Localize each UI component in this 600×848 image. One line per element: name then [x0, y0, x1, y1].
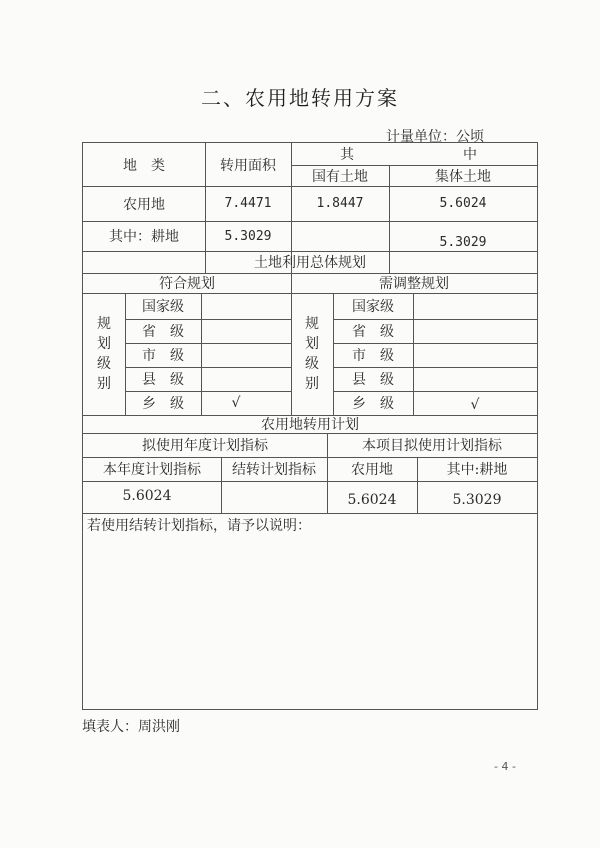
header-collective-land: 集体土地: [435, 168, 491, 185]
row-arable-collective: 5.3029: [439, 234, 487, 250]
carryover-explanation-label: 若使用结转计划指标，请予以说明：: [87, 518, 311, 534]
adjust-level-label: [291, 293, 333, 415]
conform-level-county: 县 级: [142, 372, 184, 388]
adjust-check: [413, 343, 537, 367]
row-farm-area: 7.4471: [224, 196, 272, 211]
conversion-plan-title: 农用地转用计划: [261, 417, 359, 433]
adjust-level-national: 国家级: [352, 299, 394, 315]
row-farm-state: 1.8447: [316, 196, 364, 211]
row-arable-state: [291, 221, 389, 251]
level-label-char: 划: [305, 336, 319, 352]
conform-level-national: 国家级: [142, 299, 184, 315]
row-farm-label: 农用地: [123, 196, 165, 213]
row-arable-area: 5.3029: [224, 228, 272, 244]
conform-level-city: 市 级: [142, 348, 184, 364]
page-number: - 4 -: [494, 760, 516, 773]
measurement-unit: 计量单位：公顷: [386, 129, 484, 145]
header-state-land: 国有土地: [312, 168, 368, 185]
header-area: 转用面积: [220, 157, 276, 174]
carryover-indicator-header: 结转计划指标: [232, 462, 316, 478]
conform-check-mark: √: [231, 395, 241, 411]
adjust-check-mark: √: [470, 397, 480, 413]
header-of-which-b: 中: [463, 147, 477, 163]
page-title: 二、农用地转用方案: [201, 86, 399, 110]
project-farm-value: 5.6024: [347, 492, 397, 508]
conform-check: [201, 293, 291, 319]
adjust-check: [413, 367, 537, 391]
row-arable-label: 其中：耕地: [109, 229, 179, 245]
adjust-level-province: 省 级: [352, 324, 394, 340]
adjust-planning-header: 需调整规划: [379, 276, 449, 292]
conform-level-label: [83, 293, 125, 415]
level-label-char: 别: [97, 376, 111, 392]
conform-check: [201, 343, 291, 367]
level-label-char: 级: [97, 356, 111, 372]
conform-level-province: 省 级: [142, 324, 184, 340]
level-label-char: 级: [305, 356, 319, 372]
level-label-char: 规: [305, 316, 319, 332]
annual-indicator-header: 拟使用年度计划指标: [142, 438, 268, 454]
row-farm-collective: 5.6024: [439, 196, 487, 211]
planning-section-title: 土地利用总体规划: [254, 255, 366, 271]
header-land-type: 地 类: [123, 157, 165, 174]
this-year-indicator-header: 本年度计划指标: [103, 462, 201, 478]
project-indicator-header: 本项目拟使用计划指标: [362, 438, 502, 454]
adjust-level-county: 县 级: [352, 372, 394, 388]
carryover-indicator-value: [221, 481, 327, 513]
project-farm-header: 农用地: [351, 462, 393, 478]
adjust-check: [413, 293, 537, 319]
adjust-level-township: 乡 级: [352, 396, 394, 412]
level-label-char: 别: [305, 376, 319, 392]
conform-check: [201, 319, 291, 343]
adjust-check: [413, 319, 537, 343]
conform-planning-header: 符合规划: [159, 276, 215, 292]
level-label-char: 划: [97, 336, 111, 352]
conversion-table: [82, 142, 538, 710]
project-arable-header: 其中:耕地: [446, 462, 508, 478]
project-arable-value: 5.3029: [452, 492, 502, 508]
adjust-level-city: 市 级: [352, 348, 394, 364]
this-year-indicator-value: 5.6024: [122, 488, 172, 504]
form-filler: 填表人：周洪刚: [82, 719, 180, 735]
conform-level-township: 乡 级: [142, 396, 184, 412]
level-label-char: 规: [97, 316, 111, 332]
header-of-which-a: 其: [340, 147, 354, 163]
conform-check: [201, 367, 291, 391]
